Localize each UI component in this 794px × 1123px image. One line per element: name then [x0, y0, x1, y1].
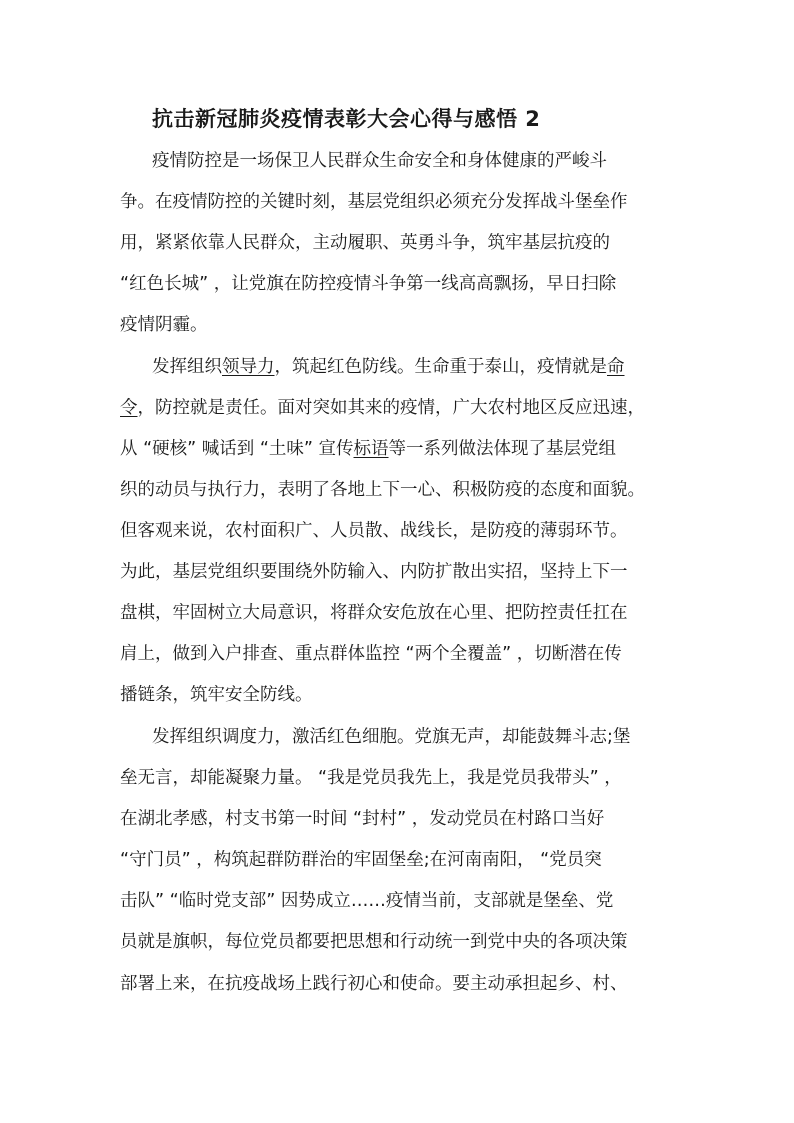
text-run: “守门员” ，构筑起群防群治的牢固堡垒;在河南南阳， “党员突: [120, 850, 602, 870]
text-run: 在湖北孝感，村支书第一时间 “封村” ，发动党员在村路口当好: [120, 809, 605, 829]
paragraph-line: [120, 435, 616, 463]
underlined-text: 领导力: [222, 357, 275, 377]
paragraph-line: [120, 846, 602, 874]
paragraph-line: [120, 970, 628, 998]
paragraph-line: [152, 353, 625, 381]
paragraph-line: [152, 723, 630, 751]
paragraph-line: [120, 805, 604, 833]
paragraph-line: [120, 517, 628, 545]
underlined-text: 命: [607, 357, 625, 377]
text-run: 盘棋，牢固树立大局意识，将群众安危放在心里、把防控责任扛在: [120, 603, 628, 623]
text-run: 发挥组织: [152, 357, 222, 377]
text-run: 击队” “临时党支部” 因势成立……疫情当前，支部就是堡垒、党: [120, 891, 614, 911]
text-run: 为此，基层党组织要围绕外防输入、内防扩散出实招，坚持上下一: [120, 562, 628, 582]
text-run: 争。在疫情防控的关键时刻，基层党组织必须充分发挥战斗堡垒作: [120, 192, 628, 212]
text-run: 员就是旗帜，每位党员都要把思想和行动统一到党中央的各项决策: [120, 932, 628, 952]
paragraph-line: [120, 558, 628, 586]
document-title: 抗击新冠肺炎疫情表彰大会心得与感悟 2: [152, 107, 541, 131]
paragraph-line: [120, 640, 622, 668]
text-run: 疫情防控是一场保卫人民群众生命安全和身体健康的严峻斗: [152, 151, 607, 171]
paragraph-line: [152, 147, 607, 175]
paragraph-line: [120, 394, 645, 422]
paragraph-line: [120, 681, 313, 709]
paragraph-line: [120, 764, 622, 792]
text-run: 织的动员与执行力，表明了各地上下一心、积极防疫的态度和面貌。: [120, 480, 645, 500]
text-run: 用，紧紧依靠人民群众，主动履职、英勇斗争，筑牢基层抗疫的: [120, 233, 610, 253]
paragraph-line: [120, 311, 208, 339]
text-run: 播链条，筑牢安全防线。: [120, 685, 313, 705]
text-run: 垒无言，却能凝聚力量。 “我是党员我先上，我是党员我带头” ，: [120, 768, 622, 788]
text-run: 肩上，做到入户排查、重点群体监控 “两个全覆盖” ，切断潜在传: [120, 644, 622, 664]
paragraph-line: [120, 188, 628, 216]
text-run: 疫情阴霾。: [120, 315, 208, 335]
underlined-text: 令: [120, 398, 138, 418]
paragraph-line: [120, 270, 616, 298]
underlined-text: 标语: [353, 439, 389, 459]
text-run: 但客观来说，农村面积广、人员散、战线长，是防疫的薄弱环节。: [120, 521, 628, 541]
text-run: 等一系列做法体现了基层党组: [388, 439, 617, 459]
text-run: “红色长城” ，让党旗在防控疫情斗争第一线高高飘扬，早日扫除: [120, 274, 617, 294]
paragraph-line: [120, 928, 628, 956]
text-run: 从 “硬核” 喊话到 “土味” 宣传: [120, 439, 354, 459]
text-run: ，防控就是责任。面对突如其来的疫情，广大农村地区反应迅速，: [137, 398, 645, 418]
text-run: 部署上来，在抗疫战场上践行初心和使命。要主动承担起乡、村、: [120, 974, 628, 994]
paragraph-line: [120, 887, 613, 915]
text-run: ，筑起红色防线。生命重于泰山，疫情就是: [274, 357, 607, 377]
paragraph-line: [120, 599, 628, 627]
paragraph-line: [120, 476, 645, 504]
paragraph-line: [120, 229, 610, 257]
text-run: 发挥组织调度力，激活红色细胞。党旗无声，却能鼓舞斗志;堡: [152, 727, 631, 747]
